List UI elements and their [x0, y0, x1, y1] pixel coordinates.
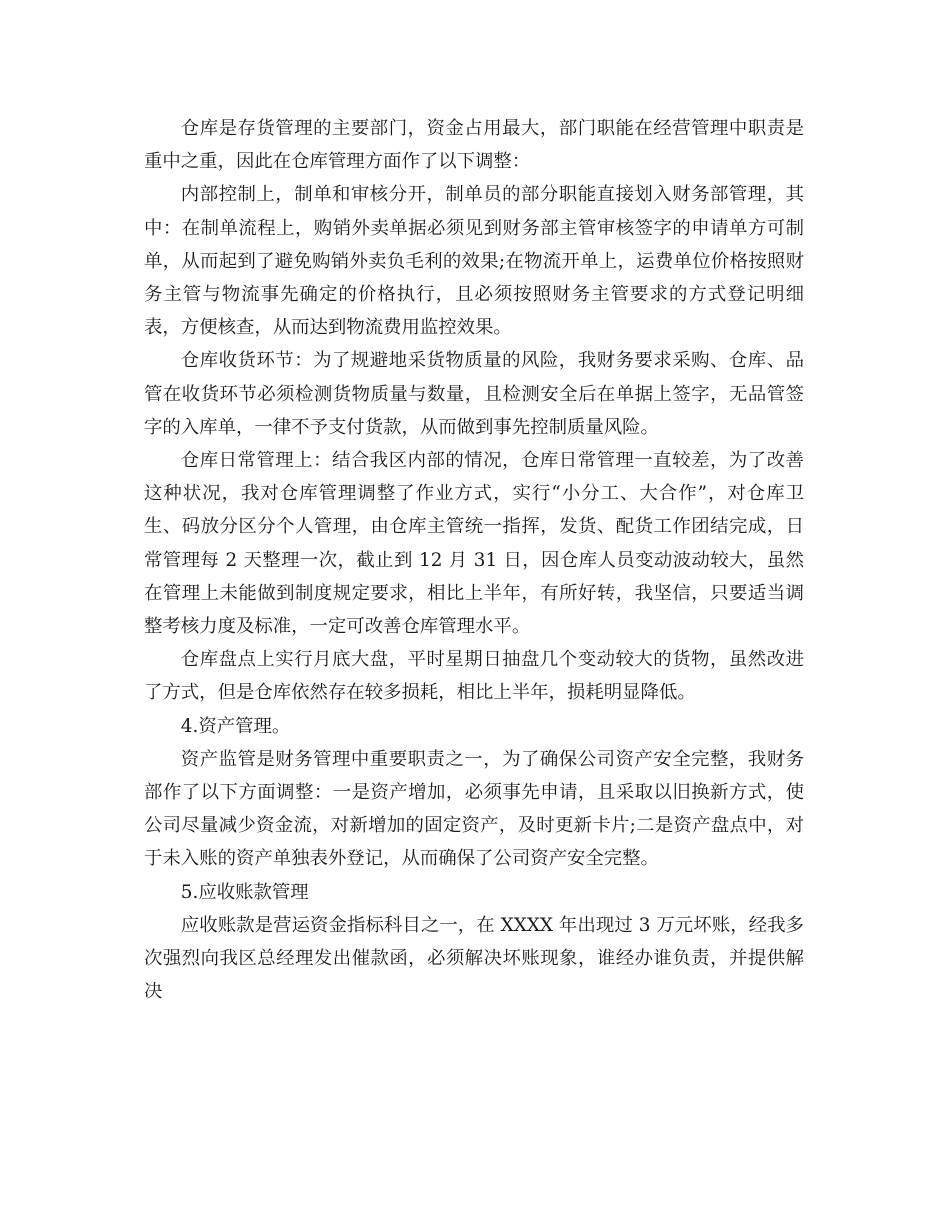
paragraph-asset-management: 资产监管是财务管理中重要职责之一，为了确保公司资产安全完整，我财务部作了以下方面调整：一是资产增加，必须事先申请，且采取以旧换新方式，使公司尽量减少资金流，对新增加的固定资产，及时更新卡片;二是资产盘点中，对于未入账的资产单独表外登记，从而确保了公司资产安全完整。: [144, 748, 804, 870]
paragraph-internal-control: 内部控制上，制单和审核分开，制单员的部分职能直接划入财务部管理，其中：在制单流程上，购销外卖单据必须见到财务部主管审核签字的申请单方可制单，从而起到了避免购销外卖负毛利的效果;在物流开单上，运费单位价格按照财务主管与物流事先确定的价格执行，且必须按照财务主管要求的方式登记明细表，方便核查，从而达到物流费用监控效果。: [144, 184, 804, 339]
paragraph-inventory-count: 仓库盘点上实行月底大盘，平时星期日抽盘几个变动较大的货物，虽然改进了方式，但是仓库依然存在较多损耗，相比上半年，损耗明显降低。: [144, 649, 804, 704]
paragraph-warehouse-intro: 仓库是存货管理的主要部门，资金占用最大，部门职能在经营管理中职责是重中之重，因此在仓库管理方面作了以下调整：: [144, 118, 804, 173]
section-heading-receivables: 5.应收账款管理: [180, 881, 309, 903]
paragraph-daily-management: 仓库日常管理上：结合我区内部的情况，仓库日常管理一直较差，为了改善这种状况，我对仓库管理调整了作业方式，实行“小分工、大合作”，对仓库卫生、码放分区分个人管理，由仓库主管统一指挥，发货、配货工作团结完成，日常管理每 2 天整理一次，截止到 12 月 31 日，因仓库人员变动波动较大，虽然在管理上未能做到制度规定要求，相比上半年，有所好转，我坚信，只要适当调整考核力度及标准，一定可改善仓库管理水平。: [144, 450, 804, 638]
section-heading-asset-management: 4.资产管理。: [180, 715, 291, 737]
paragraph-receiving: 仓库收货环节：为了规避地采货物质量的风险，我财务要求采购、仓库、品管在收货环节必须检测货物质量与数量，且检测安全后在单据上签字，无品管签字的入库单，一律不予支付货款，从而做到事先控制质量风险。: [144, 350, 804, 438]
document-body: [144, 112, 804, 1008]
paragraph-receivables: 应收账款是营运资金指标科目之一，在 XXXX 年出现过 3 万元坏账，经我多次强烈向我区总经理发出催款函，必须解决坏账现象，谁经办谁负责，并提供解决: [144, 914, 804, 1003]
